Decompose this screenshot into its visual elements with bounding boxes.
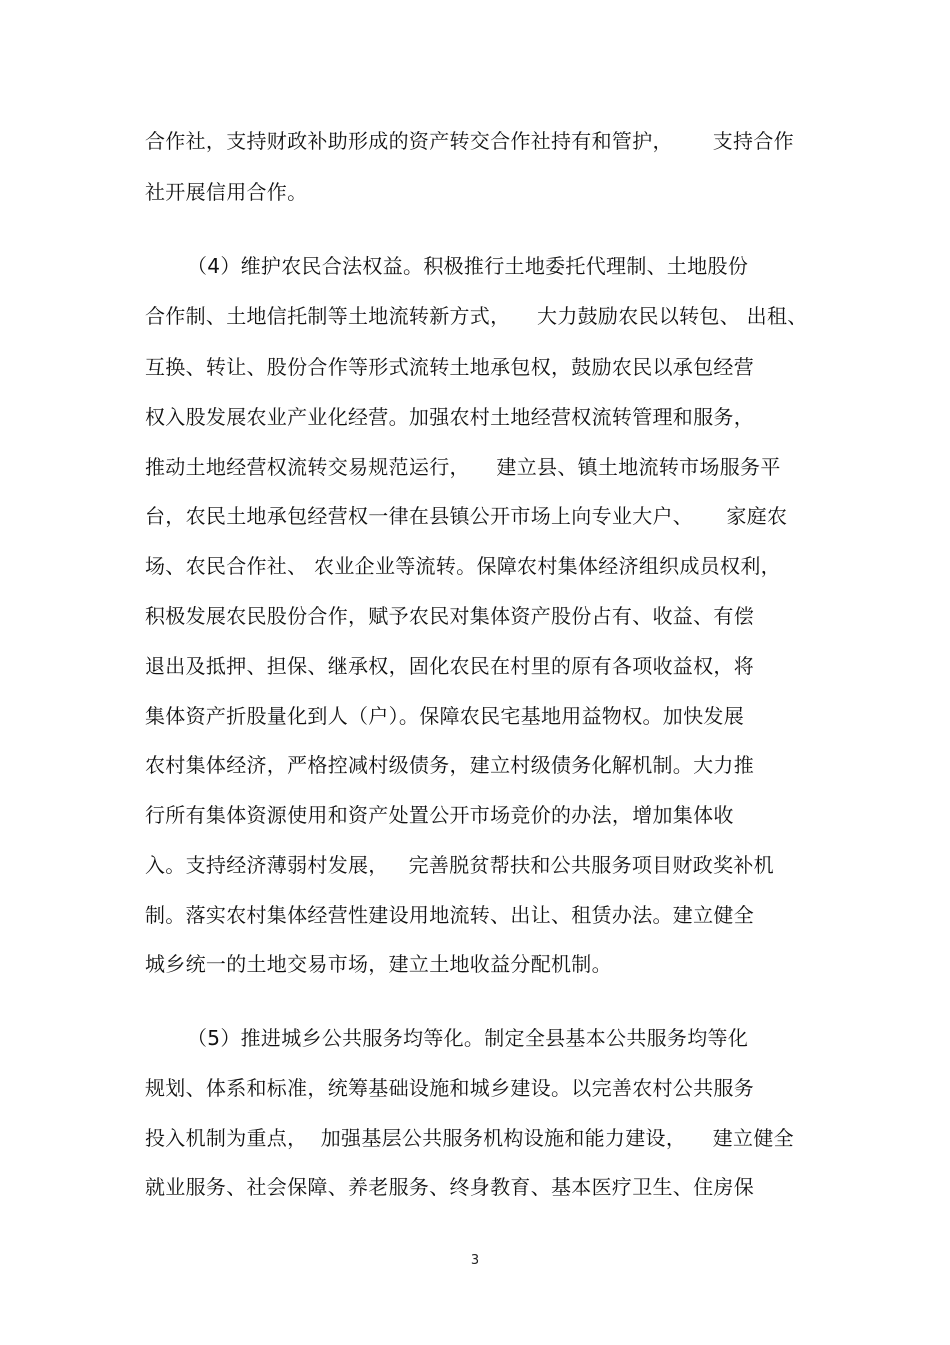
paragraph-2-line-6: 台，农民土地承包经营权一律在县镇公开市场上向专业大户、 家庭农 xyxy=(145,504,788,528)
paragraph-2-line-15: 城乡统一的土地交易市场，建立土地收益分配机制。 xyxy=(145,952,612,976)
paragraph-2-line-2: 合作制、土地信托制等土地流转新方式， 大力鼓励农民以转包、 出租、 xyxy=(145,304,808,328)
paragraph-2-line-14: 制。落实农村集体经营性建设用地流转、出让、租赁办法。建立健全 xyxy=(145,903,754,927)
paragraph-2-line-7: 场、农民合作社、 农业企业等流转。保障农村集体经济组织成员权利， xyxy=(145,554,781,578)
paragraph-2-line-10: 集体资产折股量化到人（户）。保障农民宅基地用益物权。加快发展 xyxy=(145,704,744,728)
paragraph-1-line-2: 社开展信用合作。 xyxy=(145,180,308,204)
paragraph-2-line-9: 退出及抵押、担保、继承权，固化农民在村里的原有各项收益权，将 xyxy=(145,654,754,678)
paragraph-2-line-4: 权入股发展农业产业化经营。加强农村土地经营权流转管理和服务， xyxy=(145,405,754,429)
paragraph-2-line-12: 行所有集体资源使用和资产处置公开市场竞价的办法，增加集体收 xyxy=(145,803,734,827)
paragraph-1-line-1: 合作社，支持财政补助形成的资产转交合作社持有和管护， 支持合作 xyxy=(145,129,794,153)
paragraph-3-line-3: 投入机制为重点， 加强基层公共服务机构设施和能力建设， 建立健全 xyxy=(145,1126,794,1150)
paragraph-2-line-1: （4）维护农民合法权益。积极推行土地委托代理制、土地股份 xyxy=(187,254,749,278)
paragraph-2-line-11: 农村集体经济，严格控减村级债务，建立村级债务化解机制。大力推 xyxy=(145,753,754,777)
paragraph-2-line-5: 推动土地经营权流转交易规范运行， 建立县、镇土地流转市场服务平 xyxy=(145,455,781,479)
paragraph-2-line-13: 入。支持经济薄弱村发展， 完善脱贫帮扶和公共服务项目财政奖补机 xyxy=(145,853,774,877)
paragraph-3-line-4: 就业服务、社会保障、养老服务、终身教育、基本医疗卫生、住房保 xyxy=(145,1175,754,1199)
paragraph-3-line-1: （5）推进城乡公共服务均等化。制定全县基本公共服务均等化 xyxy=(187,1026,749,1050)
paragraph-2-line-3: 互换、转让、股份合作等形式流转土地承包权，鼓励农民以承包经营 xyxy=(145,355,754,379)
paragraph-2-line-8: 积极发展农民股份合作，赋予农民对集体资产股份占有、收益、有偿 xyxy=(145,604,754,628)
page-number: 3 xyxy=(470,1253,480,1268)
paragraph-3-line-2: 规划、体系和标准，统筹基础设施和城乡建设。以完善农村公共服务 xyxy=(145,1076,754,1100)
